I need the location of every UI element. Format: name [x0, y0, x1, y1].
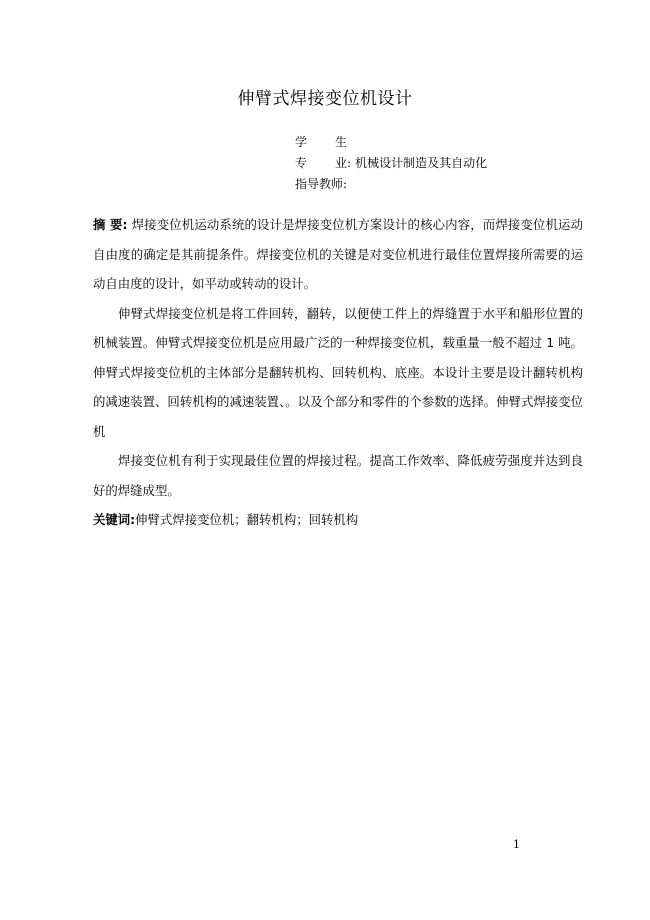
- major-value: 机械设计制造及其自动化: [355, 156, 488, 170]
- abstract-para1-text: 焊接变位机运动系统的设计是焊接变位机方案设计的核心内容，而焊接变位机运动自由度的确定是其前提条件。焊接变位机的关键是对变位机进行最佳位置焊接所需要的运动自由度的设计，如平动或转动的设计。: [93, 217, 583, 291]
- student-label-char1: 学: [295, 135, 308, 149]
- student-label-char2: 生: [335, 135, 348, 149]
- page-number: 1: [513, 838, 520, 851]
- keywords-line: [93, 505, 583, 535]
- author-info-block: [295, 132, 487, 195]
- major-label-char1: 专: [295, 156, 308, 170]
- abstract-label: 摘 要:: [93, 217, 128, 232]
- document-title: 伸臂式焊接变位机设计: [237, 89, 413, 109]
- keywords-value: 伸臂式焊接变位机；翻转机构；回转机构: [135, 512, 359, 527]
- student-row: [295, 132, 487, 153]
- abstract-paragraph-1: [93, 210, 583, 299]
- abstract-paragraph-3: 焊接变位机有利于实现最佳位置的焊接过程。提高工作效率、降低疲劳强度并达到良好的焊缝成型。: [93, 453, 583, 498]
- major-label-char2: 业:: [335, 156, 352, 170]
- advisor-row: [295, 174, 487, 195]
- abstract-body: [93, 210, 583, 535]
- major-row: [295, 153, 487, 174]
- abstract-paragraph-2: 伸臂式焊接变位机是将工件回转，翻转，以便使工件上的焊缝置于水平和船形位置的机械装置。伸臂式焊接变位机是应用最广泛的一种焊接变位机，载重量一般不超过 1 吨。伸臂式焊接变位机的主体部分是翻转机构、回转机构、底座。本设计主要是设计翻转机构的减速装置、回转机构的减速装置、。以及个部分和零件的个参数的选择。伸臂式焊接变位机: [93, 305, 583, 439]
- advisor-label: 指导教师:: [295, 177, 348, 191]
- keywords-label: 关键词:: [93, 512, 136, 527]
